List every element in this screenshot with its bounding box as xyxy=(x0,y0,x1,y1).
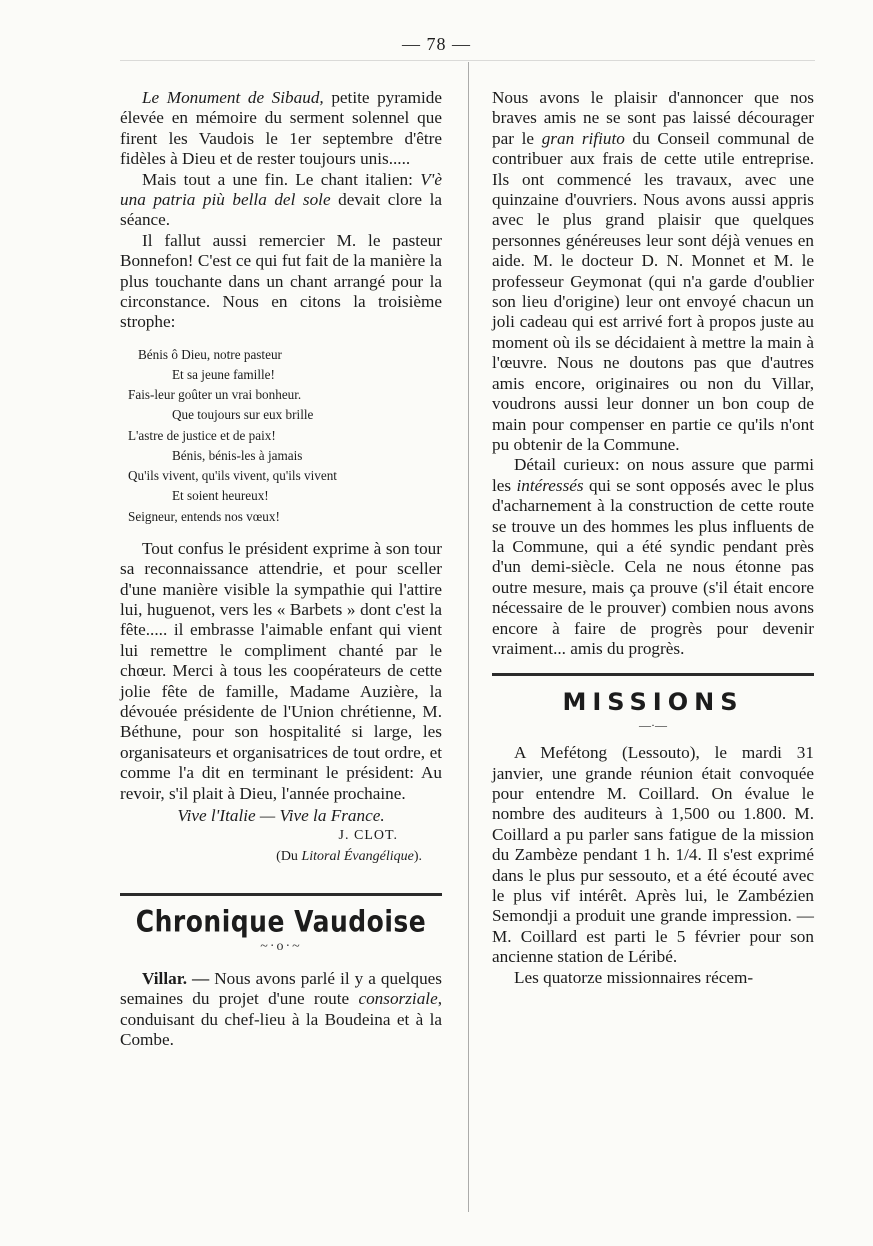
section-title-missions: MISSIONS xyxy=(562,688,744,717)
poem-line: Bénis, bénis-les à jamais xyxy=(172,447,303,463)
author-signature: J. CLOT. xyxy=(338,828,398,844)
paragraph-president: Tout confus le président exprime à son tour sa reconnaissance attendrie, et pour sceller d'une manière visible la sympathie qui l'attire lui, huguenot, vers les « Barbets » dont c'est la fête..... il embrasse l'aimable enfant qui vient lui remettre le compliment chanté par le chœur. Merci à tous les coopérateurs de cette jolie fête de famille, Madame Auzière, la dévouée présidente de l'Union chrétienne, M. Béthune, pour son hospitalité si large, les organisateurs et organisatrices de tout ordre, et comme l'a dit en terminant le président: Au revoir, s'il plait à Dieu, l'année prochaine. xyxy=(120,538,442,803)
poem-strophe xyxy=(128,345,442,527)
page-number: — 78 — xyxy=(402,34,471,54)
left-column xyxy=(120,88,442,1051)
section-divider xyxy=(120,893,442,896)
poem-line: Seigneur, entends nos vœux! xyxy=(128,508,280,524)
poem-line: Bénis ô Dieu, notre pasteur xyxy=(138,346,282,362)
source-citation: (Du Litoral Évangélique). xyxy=(276,848,422,864)
poem-line: Et soient heureux! xyxy=(172,488,269,504)
section-title-chronique: Chronique Vaudoise xyxy=(135,904,427,939)
paragraph-villar: Villar. — Nous avons parlé il y a quelques semaines du projet d'une route consorziale, conduisant du chef-lieu à la Boudeina et à la Combe. xyxy=(120,969,442,1050)
poem-line: Et sa jeune famille! xyxy=(172,367,275,383)
paragraph-chant-italien: Mais tout a une fin. Le chant italien: V'è una patria più bella del sole devait clore la séance. xyxy=(120,169,443,230)
poem-line: Que toujours sur eux brille xyxy=(172,407,314,423)
poem-line: Fais-leur goûter un vrai bonheur. xyxy=(128,387,302,403)
paragraph-detail-curieux: Détail curieux: on nous assure que parmi les intéressés qui se sont opposés avec le plus d'acharnement à la construction de cette route se trouve un des hommes les plus influents de la Commune, qui a été syndic pendant près d'un demi-siècle. Cela ne nous étonne pas outre mesure, mais ça prouve (s'il était encore nécessaire de le prouver) combien nous avons encore à faire de progrès pour devenir vraiment... amis du progrès. xyxy=(492,455,815,658)
paragraph-missionnaires: Les quatorze missionnaires récem- xyxy=(514,967,754,987)
paragraph-route: Nous avons le plaisir d'annoncer que nos braves amis ne se sont pas laissé décourager par le gran rifiuto du Conseil communal de contribuer aux frais de cette utile entreprise. Ils ont commencé les travaux, avec une quinzaine d'ouvriers. Nous avons aussi appris avec le plus grand plaisir que quelques personnes généreuses leur sont déjà venues en aide. M. le docteur D. N. Monnet et M. le professeur Geymonat (qui n'a garde d'oublier son lieu d'origine) leur ont envoyé chacun un joli cadeau qui est arrivé fort à propos juste au moment où ils se décidaient à mettre la main à l'œuvre. Nous ne doutons pas que d'autres amis encore, originaires ou non du Villar, voudrons aussi leur donner un bon coup de main pour compenser en partie ce qu'ils n'ont pu obtenir de la Commune. xyxy=(492,88,814,454)
closing-cheer: Vive l'Italie — Vive la France. xyxy=(177,805,385,825)
ornament-flourish: ~·o·~ xyxy=(260,938,302,954)
ornament-dash: —·— xyxy=(639,717,667,732)
header-rule xyxy=(120,60,815,61)
section-divider xyxy=(492,673,814,676)
paragraph-monument: Le Monument de Sibaud, petite pyramide élevée en mémoire du serment solennel que firent les Vaudois le 1er septembre d'être fidèles à Dieu et de rester toujours unis..... xyxy=(120,88,442,169)
paragraph-remercier: Il fallut aussi remercier M. le pasteur Bonnefon! C'est ce qui fut fait de la manière la plus touchante dans un chant arrangé pour la circonstance. Nous en citons la troisième strophe: xyxy=(120,230,442,332)
poem-line: L'astre de justice et de paix! xyxy=(128,427,276,443)
right-column xyxy=(492,88,814,988)
column-divider xyxy=(468,62,469,1212)
paragraph-mefetong: A Mefétong (Lessouto), le mardi 31 janvier, une grande réunion était convoquée pour entendre M. Coillard. On évalue le nombre des auditeurs à 1,500 ou 1.800. M. Coillard a pu parler sans fatigue de la mission du Zambèze pendant 1 h. 1/4. Il s'est exprimé dans le plus pur sessouto, et a été écouté avec le plus vif intérêt. Après lui, le Zambézien Semondji a produit une grande impression. — M. Coillard est parti le 5 février pour son ancienne station de Léribé. xyxy=(492,743,814,967)
poem-line: Qu'ils vivent, qu'ils vivent, qu'ils vivent xyxy=(128,468,337,484)
